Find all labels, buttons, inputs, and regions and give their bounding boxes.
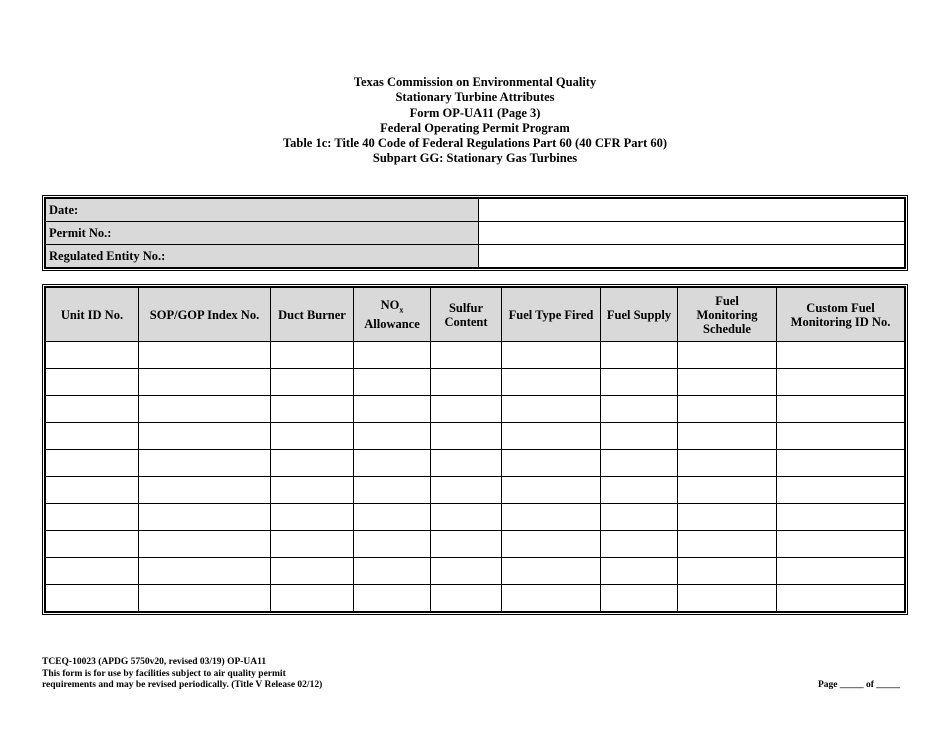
table-cell[interactable] [354, 531, 431, 558]
table-cell[interactable] [139, 504, 271, 531]
table-cell[interactable] [354, 423, 431, 450]
table-cell[interactable] [354, 504, 431, 531]
table-cell[interactable] [431, 450, 502, 477]
table-cell[interactable] [354, 477, 431, 504]
col-fuel-type-fired: Fuel Type Fired [502, 288, 601, 342]
table-cell[interactable] [271, 450, 354, 477]
col-sulfur-content: Sulfur Content [431, 288, 502, 342]
table-cell[interactable] [271, 477, 354, 504]
table-cell[interactable] [777, 342, 905, 369]
table-cell[interactable] [431, 558, 502, 585]
table-cell[interactable] [271, 531, 354, 558]
table-cell[interactable] [777, 531, 905, 558]
table-cell[interactable] [139, 450, 271, 477]
table-cell[interactable] [354, 585, 431, 612]
table-cell[interactable] [271, 585, 354, 612]
table-cell[interactable] [431, 477, 502, 504]
table-cell[interactable] [139, 423, 271, 450]
subpart-title: Subpart GG: Stationary Gas Turbines [372, 151, 578, 166]
permit-no-label: Permit No.: [46, 222, 479, 245]
table-cell[interactable] [502, 450, 601, 477]
table-row [46, 531, 905, 558]
table-cell[interactable] [678, 585, 777, 612]
form-header [0, 75, 950, 167]
page-number: Page _____ of _____ [818, 680, 901, 690]
permit-no-field[interactable] [479, 222, 905, 245]
table-cell[interactable] [139, 585, 271, 612]
table-cell[interactable] [502, 342, 601, 369]
regulated-entity-field[interactable] [479, 245, 905, 268]
table-cell[interactable] [271, 396, 354, 423]
col-duct-burner: Duct Burner [271, 288, 354, 342]
table-cell[interactable] [678, 342, 777, 369]
table-cell[interactable] [777, 558, 905, 585]
table-cell[interactable] [601, 558, 678, 585]
table-cell[interactable] [139, 342, 271, 369]
table-cell[interactable] [502, 396, 601, 423]
table-row [46, 369, 905, 396]
table-cell[interactable] [431, 531, 502, 558]
col-sop-gop-index: SOP/GOP Index No. [139, 288, 271, 342]
table-cell[interactable] [354, 369, 431, 396]
table-row [46, 342, 905, 369]
table-cell[interactable] [601, 477, 678, 504]
table-cell[interactable] [46, 531, 139, 558]
form-number: Form OP-UA11 (Page 3) [409, 105, 541, 120]
table-cell[interactable] [271, 558, 354, 585]
table-cell[interactable] [46, 423, 139, 450]
col-fuel-monitoring-schedule: Fuel Monitoring Schedule [678, 288, 777, 342]
table-cell[interactable] [139, 531, 271, 558]
table-cell[interactable] [502, 531, 601, 558]
regulated-entity-label: Regulated Entity No.: [46, 245, 479, 268]
table-cell[interactable] [502, 558, 601, 585]
table-cell[interactable] [601, 423, 678, 450]
table-row [46, 558, 905, 585]
table-cell[interactable] [46, 342, 139, 369]
table-cell[interactable] [777, 396, 905, 423]
table-cell[interactable] [678, 531, 777, 558]
col-nox-allowance: $NO_x$ Allowance [354, 288, 431, 342]
table-cell[interactable] [354, 450, 431, 477]
table-cell[interactable] [678, 423, 777, 450]
table-cell[interactable] [777, 585, 905, 612]
table-cell[interactable] [777, 477, 905, 504]
turbine-attributes-table [42, 284, 908, 615]
table-cell[interactable] [46, 504, 139, 531]
table-cell[interactable] [46, 477, 139, 504]
table-cell[interactable] [431, 423, 502, 450]
table-row [46, 450, 905, 477]
table-cell[interactable] [139, 477, 271, 504]
table-cell[interactable] [354, 396, 431, 423]
table-cell[interactable] [139, 396, 271, 423]
date-field[interactable] [479, 199, 905, 222]
table-row [46, 477, 905, 504]
info-table [42, 195, 908, 271]
table-cell[interactable] [678, 504, 777, 531]
table-cell[interactable] [777, 369, 905, 396]
table-cell[interactable] [601, 369, 678, 396]
program-name: Federal Operating Permit Program [380, 120, 570, 135]
table-cell[interactable] [354, 342, 431, 369]
table-cell[interactable] [46, 369, 139, 396]
table-cell[interactable] [777, 450, 905, 477]
table-cell[interactable] [431, 369, 502, 396]
table-cell[interactable] [271, 369, 354, 396]
table-cell[interactable] [46, 558, 139, 585]
table-row [46, 396, 905, 423]
date-label: Date: [46, 199, 479, 222]
table-cell[interactable] [678, 450, 777, 477]
form-revision: TCEQ-10023 (APDG 5750v20, revised 03/19) OP-UA11 [42, 657, 267, 667]
form-footer [42, 657, 322, 692]
table-cell[interactable] [601, 396, 678, 423]
col-fuel-supply: Fuel Supply [601, 288, 678, 342]
table-cell[interactable] [678, 558, 777, 585]
col-unit-id: Unit ID No. [46, 288, 139, 342]
header-row [46, 288, 905, 342]
table-cell[interactable] [777, 504, 905, 531]
table-cell[interactable] [354, 558, 431, 585]
table-cell[interactable] [139, 558, 271, 585]
table-cell[interactable] [139, 369, 271, 396]
col-custom-fuel-monitoring-id: Custom Fuel Monitoring ID No. [777, 288, 905, 342]
form-usage-note: This form is for use by facilities subject to air quality permit [42, 668, 286, 679]
form-subject: Stationary Turbine Attributes [395, 90, 555, 105]
table-cell[interactable] [431, 396, 502, 423]
table-cell[interactable] [678, 369, 777, 396]
table-body [46, 342, 905, 612]
table-cell[interactable] [601, 342, 678, 369]
table-cell[interactable] [46, 585, 139, 612]
table-cell[interactable] [601, 504, 678, 531]
table-cell[interactable] [502, 423, 601, 450]
table-cell[interactable] [502, 369, 601, 396]
table-cell[interactable] [777, 423, 905, 450]
table-row [46, 423, 905, 450]
table-row [46, 585, 905, 612]
table-cell[interactable] [271, 504, 354, 531]
table-cell[interactable] [678, 477, 777, 504]
table-cell[interactable] [601, 585, 678, 612]
table-cell[interactable] [271, 423, 354, 450]
form-usage-note-2: requirements and may be revised periodically. (Title V Release 02/12) [42, 680, 323, 690]
table-cell[interactable] [502, 585, 601, 612]
table-cell[interactable] [271, 342, 354, 369]
table-cell[interactable] [502, 504, 601, 531]
agency-title: Texas Commission on Environmental Quality [353, 75, 597, 89]
table-cell[interactable] [601, 531, 678, 558]
table-cell[interactable] [46, 450, 139, 477]
table-cell[interactable] [431, 585, 502, 612]
table-cell[interactable] [431, 504, 502, 531]
table-cell[interactable] [678, 396, 777, 423]
table-row [46, 504, 905, 531]
table-cell[interactable] [431, 342, 502, 369]
table-cell[interactable] [601, 450, 678, 477]
table-cell[interactable] [46, 396, 139, 423]
table-title: Table 1c: Title 40 Code of Federal Regulations Part 60 (40 CFR Part 60) [282, 136, 668, 151]
table-cell[interactable] [502, 477, 601, 504]
